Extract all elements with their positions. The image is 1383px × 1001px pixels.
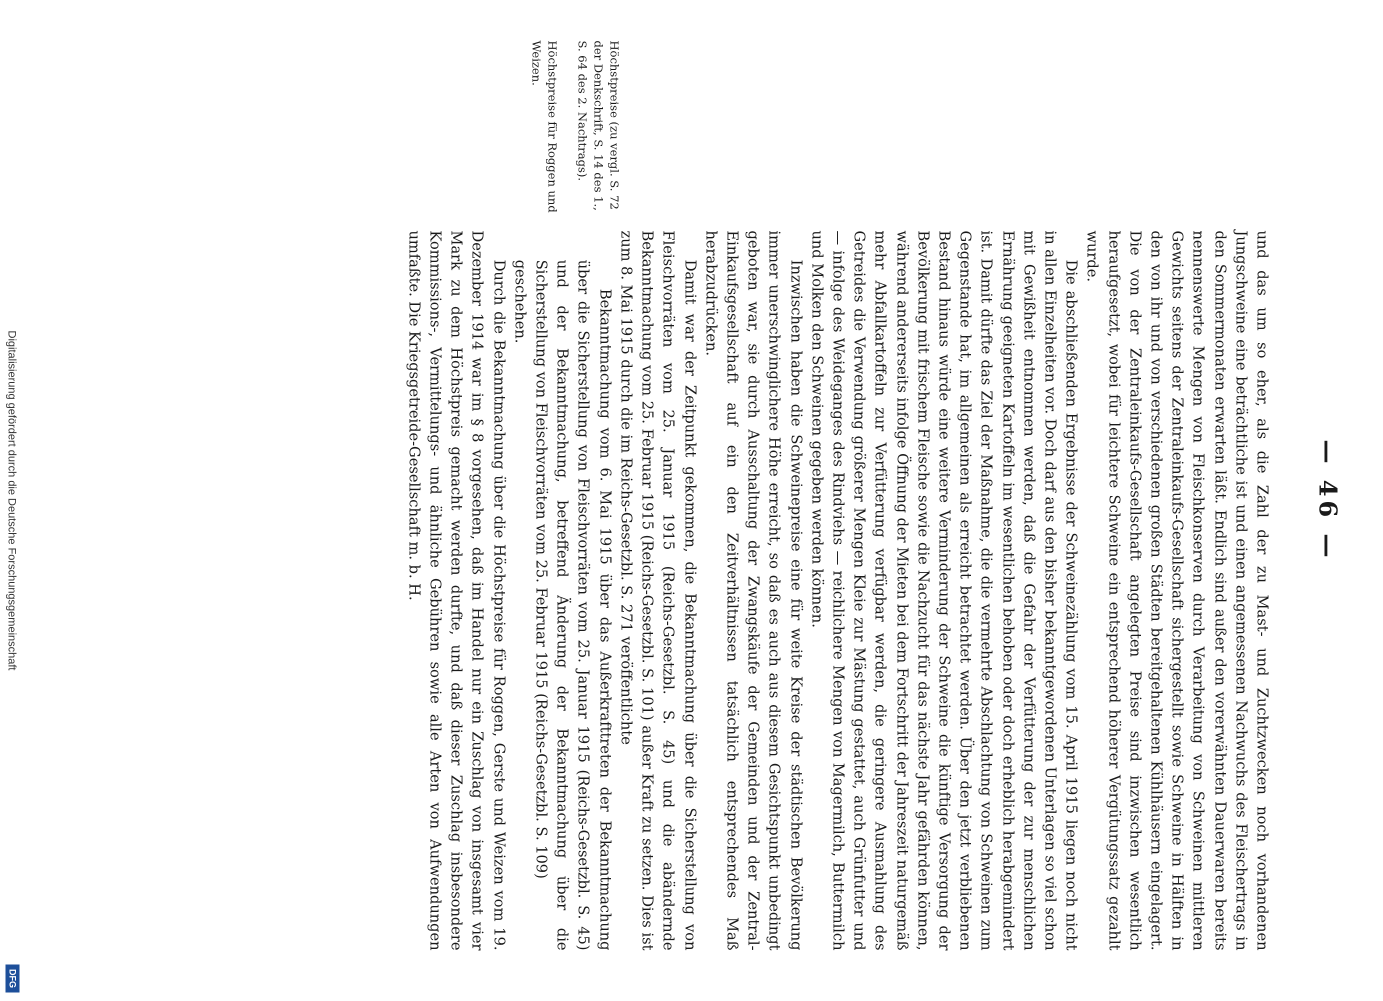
- margin-note-2: Höchstpreise für Roggen und Weizen.: [529, 40, 560, 213]
- paragraph-1: und das um so eher, als die Zahl der zu Mast- und Zuchtzwecken noch vorhandenen Jungschweine eine beträchtliche ist und einen angemessenen Nachwuchs des Fleischertrags in den Sommermonaten erwarten läßt. Endlich sind außer den vorerwähnten Dauerwaren bereits nennenswerte Mengen von Fleischkonserven durch Verarbeitung von Schweinen mittleren Gewichts seitens der Zentraleinkaufs-Gesellschaft sichergestellt sowie Schweine in Hälften in den von ihr und von verschiedenen großen Städten bereitgehaltenen Kühlhäusern eingelagert. Die von der Zentraleinkaufs-Gesellschaft angelegten Preise sind inzwischen wesentlich heraufgesetzt, wobei für leichtere Schweine ein entsprechend höherer Vergütungssatz gezahlt wurde.: [1083, 230, 1271, 951]
- announcement-citation: Bekanntmachung vom 6. Mai 1915 über das Außerkrafttreten der Bekanntmachung über die Sicherstellung von Fleischvorräten vom 25. Januar 1915 (Reichs-Gesetzbl. S. 45) und der Bekanntmachung, betreffend Änderung der Bekanntmachung über die Sicherstellung von Fleischvorräten vom 25. Februar 1915 (Reichs-Gesetzbl. S. 109): [532, 259, 614, 951]
- geschehen-line: geschehen.: [511, 259, 529, 344]
- paragraph-3: Inzwischen haben die Schweinepreise eine für weite Kreise der städtischen Bevölkerung immer unerschwinglichere Höhe erreicht, so daß es auch aus diesem Gesichtspunkt unbedingt geboten war, sie durch Ausschaltung der Zwangskäufe der Gemeinden und der Zentral-Einkaufsgesellschaft auf ein den Zeitverhältnissen tatsächlich entsprechendes Maß herabzudrücken.: [702, 230, 805, 951]
- document-body: [403, 231, 1272, 951]
- paragraph-5: Durch die Bekanntmachung über die Höchstpreise für Roggen, Gerste und Weizen vom 19. Dezember 1914 war im § 8 vorgesehen, daß im Handel nur ein Zuschlag von insgesamt vier Mark zu dem Höchstpreis gemacht werden durfte, und daß dieser Zuschlag insbesondere Kommissions-, Vermittelungs- und ähnliche Gebühren sowie alle Arten von Aufwendungen umfaßte. Die Kriegsgetreide-Gesellschaft m. b. H.: [405, 230, 508, 951]
- paragraph-4: Damit war der Zeitpunkt gekommen, die Bekanntmachung über die Sicherstellung von Fleischvorräten vom 25. Januar 1915 (Reichs-Gesetzbl. S. 45) und die abändernde Bekanntmachung vom 25. Februar 1915 (Reichs-Gesetzbl. S. 101) außer Kraft zu setzen. Dies ist zum 8. Mai 1915 durch die im Reichs-Gesetzbl. S. 271 veröffentlichte: [617, 230, 699, 951]
- scanned-page: [0, 1, 1383, 1001]
- margin-notes: [515, 41, 623, 221]
- dfg-logo: DFG: [6, 965, 20, 993]
- margin-note-1: Höchstpreise (zu vergl. S. 72 der Denkschrift, S. 14 des 1., S. 64 des 2. Nachtrags).: [575, 40, 622, 211]
- digitization-footer: Digitalisierung gefördert durch die Deutsche Forschungsgemeinschaft: [5, 330, 18, 671]
- paragraph-2: Die abschließenden Ergebnisse der Schweinezählung vom 15. April 1915 liegen noch nicht in allen Einzelheiten vor. Doch darf aus den bisher bekanntgewordenen Unterlagen so viel schon mit Gewißheit entnommen werden, daß die Gefahr der Verfütterung der zur menschlichen Ernährung geeigneten Kartoffeln im wesentlichen behoben oder doch erheblich herabgemindert ist. Damit dürfte das Ziel der Maßnahme, die die vermehrte Abschlachtung von Schweinen zum Gegenstande hat, im allgemeinen als erreicht betrachtet werden. Über den jetzt verbliebenen Bestand hinaus würde eine weitere Verminderung der Schweine die künftige Versorgung der Bevölkerung mit frischem Fleische sowie die Nachzucht für das nächste Jahr gefährden können, während andererseits infolge Öffnung der Mieten bei dem Fortschritt der Jahreszeit naturgemäß mehr Abfallkartoffeln zur Verfütterung verfügbar werden, die geringere Ausmahlung des Getreides die Verwendung größerer Mengen Kleie zur Mästung gestattet, auch Grünfutter und — infolge des Weideganges des Rindviehs — reichlichere Mengen von Magermilch, Buttermilch und Molken den Schweinen gegeben werden können.: [808, 230, 1080, 951]
- page-number: — 46 —: [1313, 439, 1343, 562]
